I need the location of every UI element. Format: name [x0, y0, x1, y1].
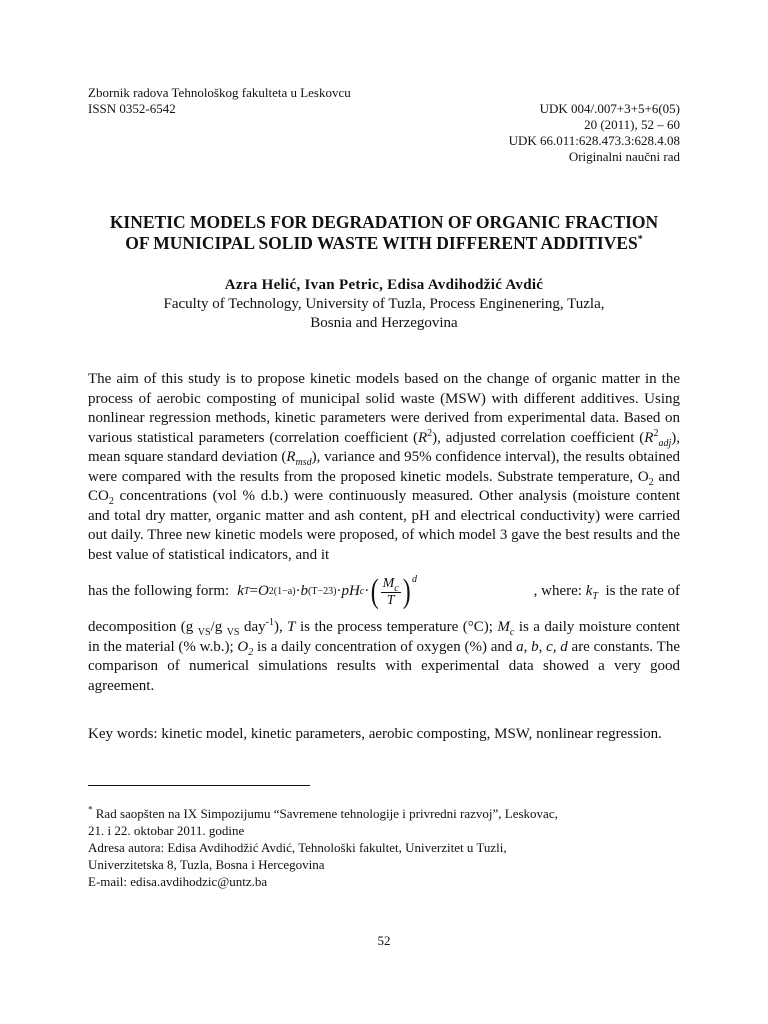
kinetic-model-formula: k T = O 2 (1−a) · b (T−23) · pH c · ( $\frac{M_c}{T}$ ) $^d$	[237, 573, 418, 610]
journal-header	[88, 85, 680, 165]
title-footnote-mark: *	[637, 234, 643, 246]
formula-line	[88, 566, 680, 618]
footnote-line-2: 21. i 22. oktobar 2011. godine	[88, 823, 245, 838]
affiliation-line-1: Faculty of Technology, University of Tuzla, Process Enginenering, Tuzla,	[163, 296, 605, 312]
title-line-2: OF MUNICIPAL SOLID WASTE WITH DIFFERENT ADDITIVES*	[125, 233, 643, 253]
title-line-1: KINETIC MODELS FOR DEGRADATION OF ORGANIC FRACTION	[109, 212, 659, 232]
udk-primary: UDK 004/.007+3+5+6(05)	[539, 101, 680, 116]
paper-title	[60, 212, 708, 254]
abstract-paragraph-continued: decomposition (g $_{VS}$/g $_{VS}$ day$^{-1}$), T is the process temperature (°C); $M_c$ is a daily moisture content in the material (% w.b.); $O_2$ is a daily concentration of oxygen (%) and a, b, c, d are constants. The comparison of numerical simulations results with experimental data showed a very good agreement.	[88, 617, 680, 694]
paper-type: Originalni naučni rad	[568, 149, 680, 164]
page-number: 52	[377, 933, 391, 948]
footnote	[88, 805, 680, 890]
author-address-line-2: Univerzitetska 8, Tuzla, Bosna i Hercegovina	[88, 857, 325, 872]
author-email: E-mail: edisa.avdihodzic@untz.ba	[88, 874, 268, 889]
formula-lead-text: has the following form:	[88, 583, 230, 600]
volume-info: 20 (2011), 52 – 60	[584, 117, 680, 132]
footnote-divider	[88, 785, 310, 786]
footnote-line-1: * Rad saopšten na IX Simpozijumu “Savremene tehnologije i privredni razvoj”, Leskovac,	[88, 804, 558, 821]
abstract	[88, 370, 680, 696]
author-block	[60, 276, 708, 333]
issn-line	[88, 101, 680, 117]
fraction-term: ( $\frac{M_c}{T}$ ) $^d$	[370, 573, 418, 610]
affiliation-line-2: Bosnia and Herzegovina	[310, 315, 458, 331]
udk-secondary: UDK 66.011:628.473.3:628.4.08	[508, 133, 680, 148]
formula-trail-text: , where: $k_T$ is the rate of	[533, 583, 680, 603]
issn: ISSN 0352-6542	[88, 101, 176, 116]
journal-name: Zbornik radova Tehnološkog fakulteta u Leskovcu	[88, 85, 351, 100]
author-names: Azra Helić, Ivan Petric, Edisa Avdihodžić Avdić	[224, 277, 544, 293]
abstract-paragraph: The aim of this study is to propose kinetic models based on the change of organic matter in the process of aerobic composting of municipal solid waste (MSW) with different additives. Using nonlinear regression methods, kinetic parameters were derived from experimental data. Based on various statistical parameters (correlation coefficient $(R^2)$, adjusted correlation coefficient $(R^2_{adj})$, mean square standard deviation $(R_{msd})$, variance and 95% confidence interval), the results obtained were compared with the results from the proposed kinetic models. Substrate temperature, $O_2$ and $CO_2$ concentrations (vol % d.b.) were continuously measured. Other analysis (moisture content and total dry matter, organic matter and ash content, pH and electrical conductivity) were carried out daily. Three new kinetic models were proposed, of which model 3 gave the best results and the best value of statistical indicators, and it	[88, 371, 680, 563]
keywords: Key words: kinetic model, kinetic parameters, aerobic composting, MSW, nonlinear regression.	[88, 726, 662, 742]
author-address-line-1: Adresa autora: Edisa Avdihodžić Avdić, Tehnološki fakultet, Univerzitet u Tuzli,	[88, 840, 507, 855]
